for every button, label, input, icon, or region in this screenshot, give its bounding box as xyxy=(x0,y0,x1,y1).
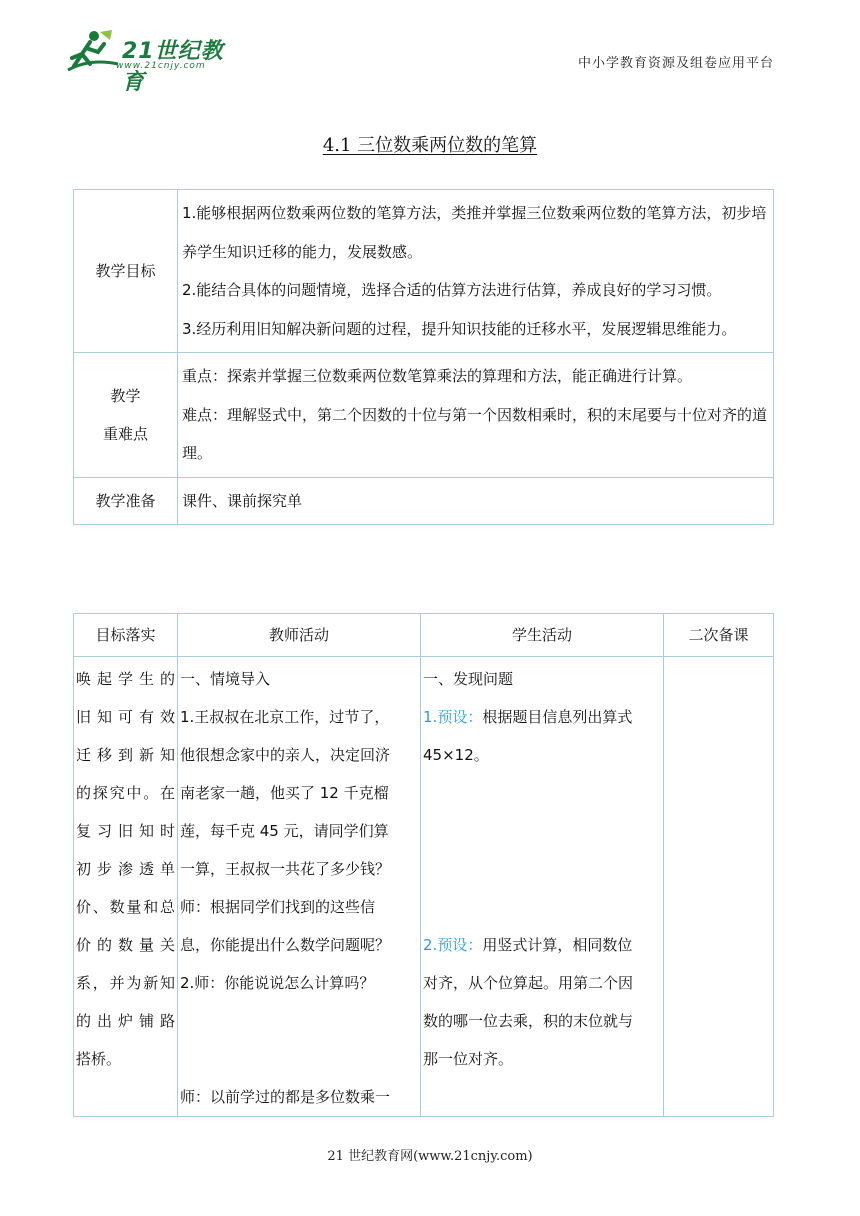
goal-item: 1.能够根据两位数乘两位数的笔算方法，类推并掌握三位数乘两位数的笔算方法，初步培养学生知识迁移的能力，发展数感。 xyxy=(182,204,767,261)
goals-label: 教学目标 xyxy=(74,190,178,353)
key-points-content xyxy=(178,353,774,478)
teacher-cell: 一、情境导入 1.王叔叔在北京工作，过节了， 他很想念家中的亲人，决定回济 南老家一趟，他买了 12 千克榴 莲，每千克 45 元，请同学们算 一算，王叔叔一共花了多少钱？ 师：根据同学们找到的这些信 息，你能提出什么数学问题呢？ 2.师：你能说说怎么计算吗？ 师：以前学过的都是多位数乘一 xyxy=(178,657,421,1117)
preset-tag: 预设： xyxy=(437,936,483,954)
platform-name: 中小学教育资源及组卷应用平台 xyxy=(577,56,774,71)
key-point-item: 难点：理解竖式中，第二个因数的十位与第一个因数相乘时，积的末尾要与十位对齐的道理。 xyxy=(182,405,768,462)
header-student: 学生活动 xyxy=(421,614,664,657)
prep-content: 课件、课前探究单 xyxy=(178,477,774,525)
goal-cell: 唤起学生的 旧知可有效 迁移到新知 的探究中。在 复习旧知时 初步渗透单 价、数量和总 价的数量关 系，并为新知 的出炉铺路 搭桥。 xyxy=(74,657,178,1117)
logo-text: 21世纪教育 xyxy=(122,39,224,95)
student-cell: 一、发现问题 1.预设：根据题目信息列出算式 45×12。 2.预设：用竖式计算，相同数位 对齐，从个位算起。用第二个因 数的哪一位去乘，积的末位就与 那一位对齐。 xyxy=(421,657,664,1117)
prep-row xyxy=(74,477,774,525)
logo-url: www.21cnjy.com xyxy=(116,61,206,71)
prep-label: 教学准备 xyxy=(74,477,178,525)
key-points-row xyxy=(74,353,774,478)
activity-table xyxy=(73,613,774,1117)
header-teacher: 教师活动 xyxy=(178,614,421,657)
header-notes: 二次备课 xyxy=(664,614,774,657)
activity-row xyxy=(74,657,774,1117)
preset-tag: 预设： xyxy=(437,708,483,726)
goal-item: 3.经历利用旧知解决新问题的过程，提升知识技能的迁移水平，发展逻辑思维能力。 xyxy=(182,319,737,338)
goals-row xyxy=(74,190,774,353)
goal-item: 2.能结合具体的问题情境，选择合适的估算方法进行估算，养成良好的学习习惯。 xyxy=(182,281,722,299)
header-goal: 目标落实 xyxy=(74,614,178,657)
key-points-label: 教学 重难点 xyxy=(74,353,178,478)
lesson-info-table xyxy=(73,189,774,525)
key-point-item: 重点：探索并掌握三位数乘两位数笔算乘法的算理和方法，能正确进行计算。 xyxy=(182,367,693,385)
notes-cell xyxy=(664,657,774,1117)
runner-logo-icon xyxy=(60,28,120,76)
page-title: 4.1 三位数乘两位数的笔算 xyxy=(322,135,538,156)
site-logo[interactable] xyxy=(60,28,240,95)
goals-content xyxy=(178,190,774,353)
activity-header-row xyxy=(74,614,774,657)
footer: 21 世纪教育网(www.21cnjy.com) xyxy=(327,1149,533,1164)
